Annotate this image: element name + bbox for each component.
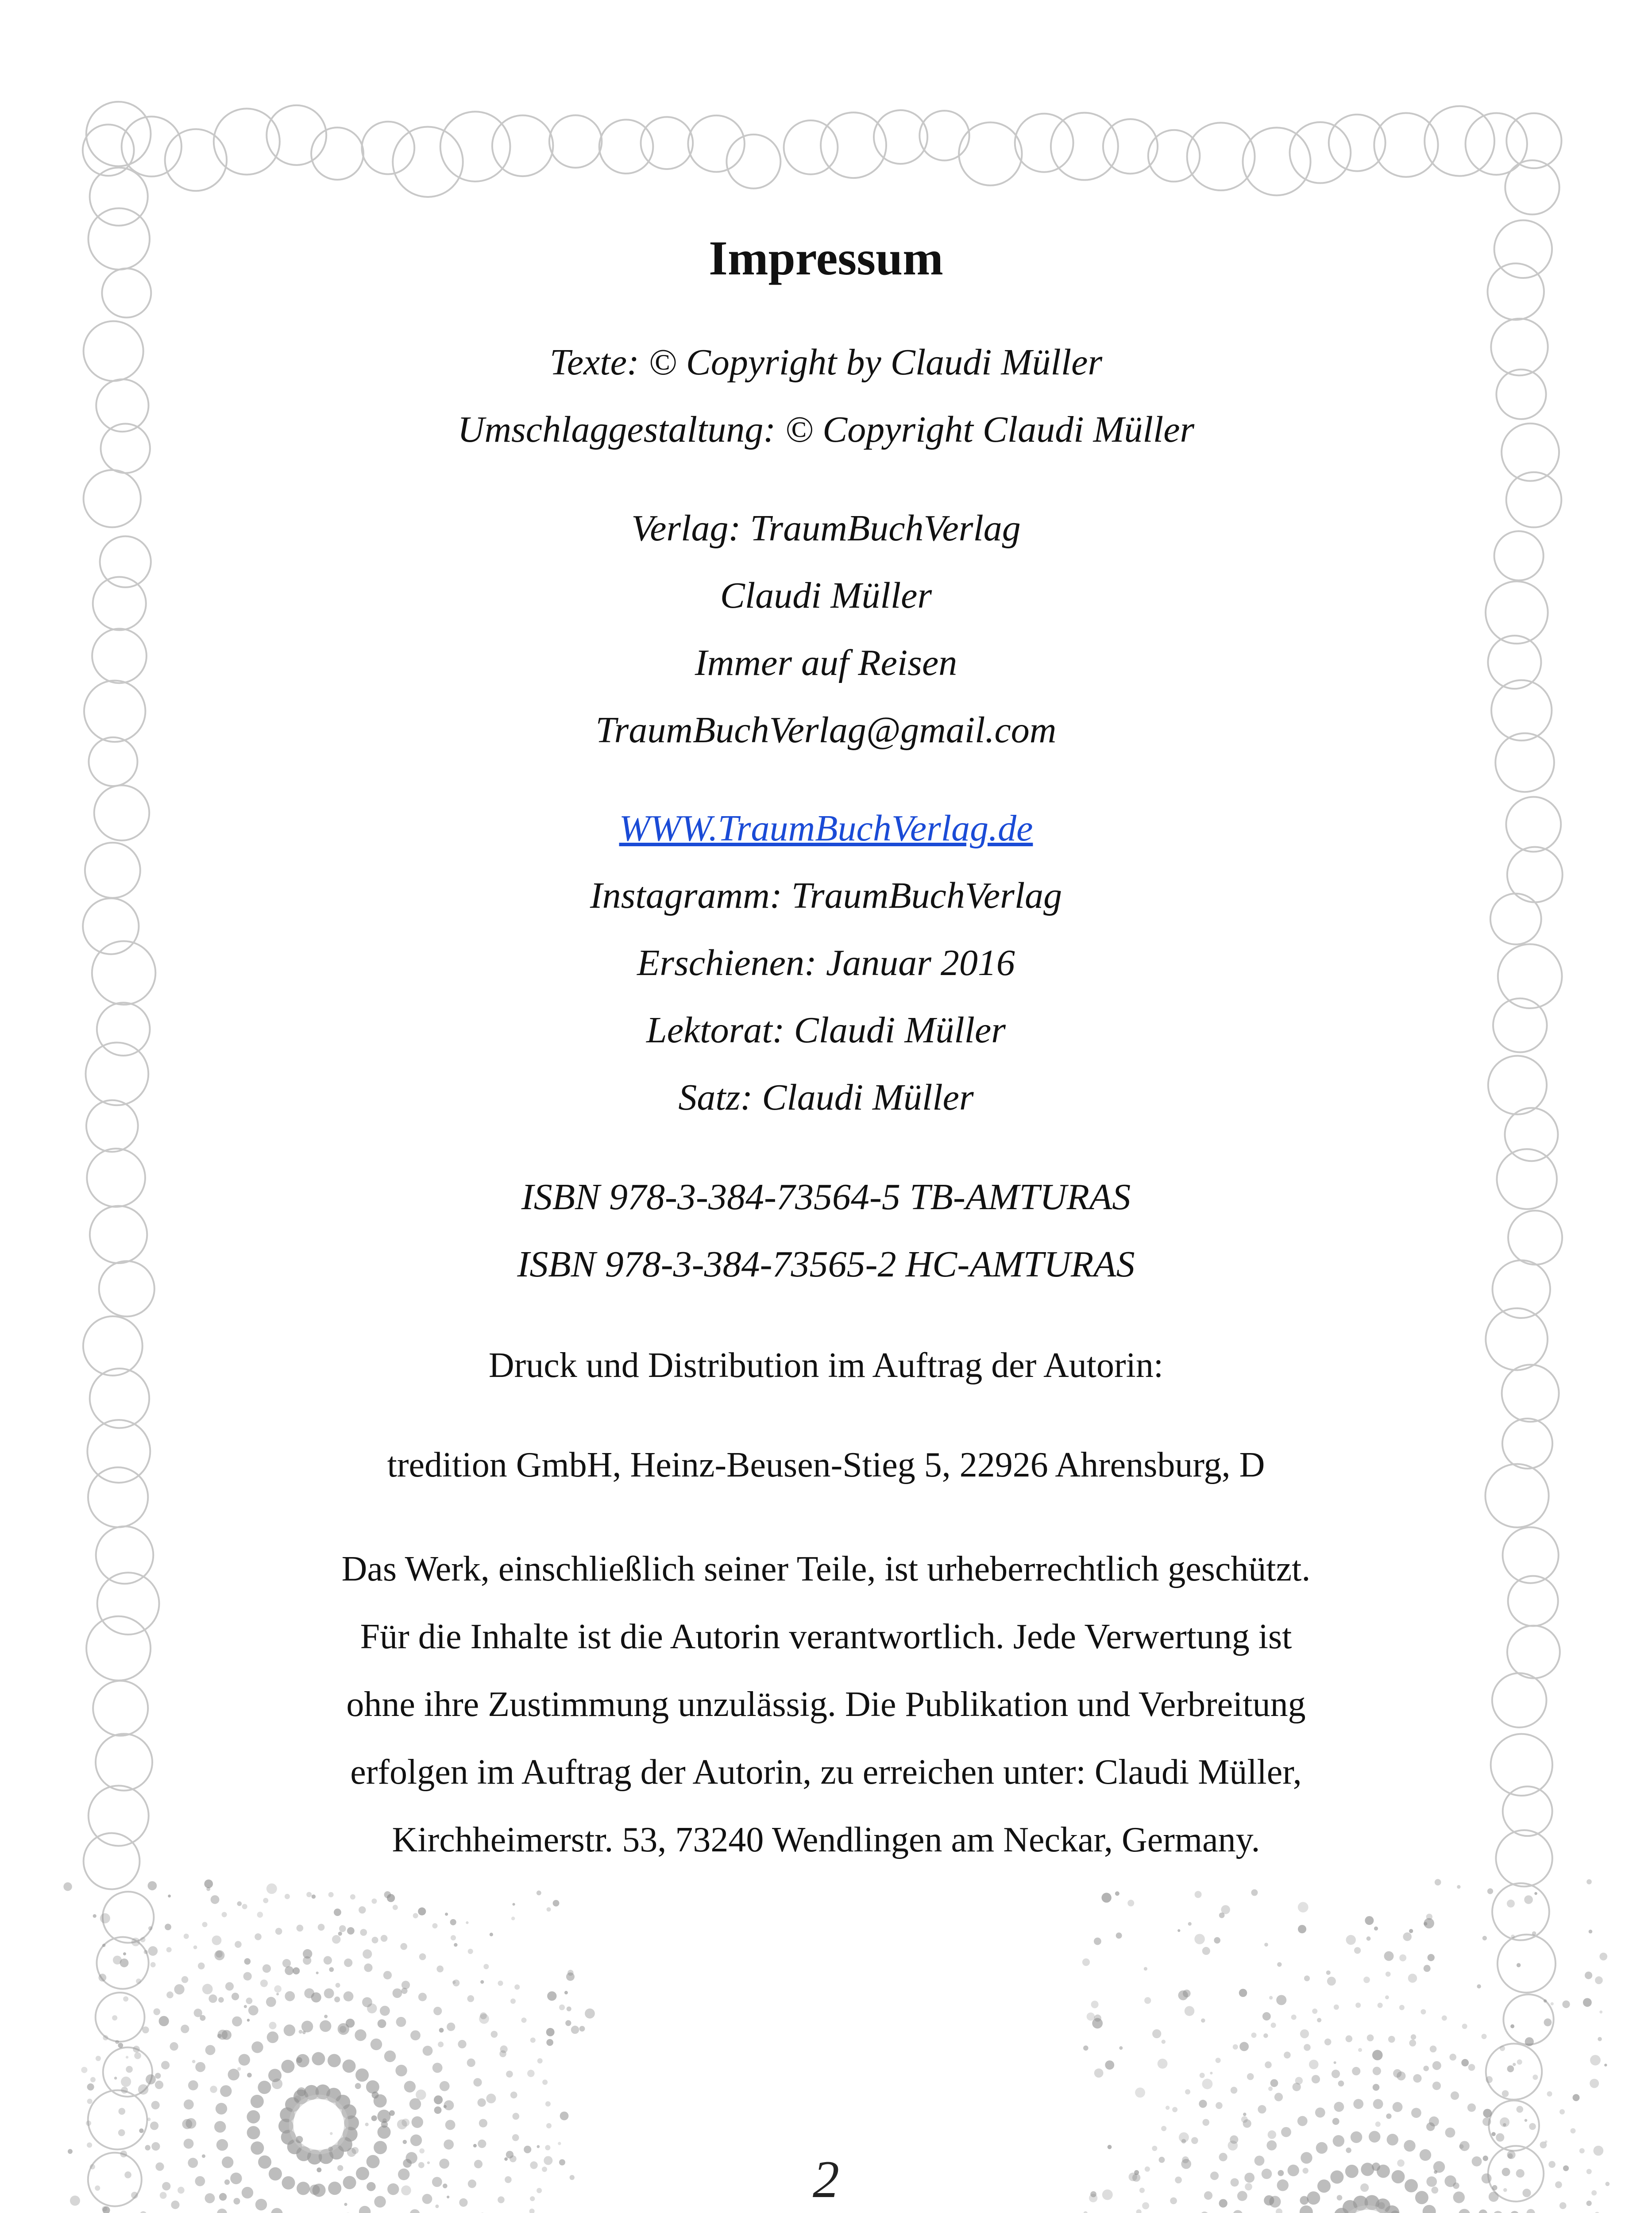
page-number: 2 [813, 2150, 839, 2209]
page-title: Impressum [709, 231, 943, 285]
lektorat-line: Lektorat: Claudi Müller [646, 1010, 1006, 1051]
isbn-tb: ISBN 978-3-384-73564-5 TB-AMTURAS [521, 1176, 1131, 1218]
satz-line: Satz: Claudi Müller [678, 1077, 974, 1118]
publisher-verlag: Verlag: TraumBuchVerlag [631, 508, 1021, 549]
druck-label: Druck und Distribution im Auftrag der Autorin: [488, 1346, 1164, 1385]
druck-company: tredition GmbH, Heinz-Beusen-Stieg 5, 22926 Ahrensburg, D [387, 1446, 1265, 1484]
publisher-address: Immer auf Reisen [695, 642, 957, 683]
notice-line: ohne ihre Zustimmung unzulässig. Die Publikation und Verbreitung [346, 1685, 1306, 1724]
website-link[interactable]: WWW.TraumBuchVerlag.de [619, 808, 1033, 849]
publisher-name: Claudi Müller [720, 575, 932, 616]
isbn-hc: ISBN 978-3-384-73565-2 HC-AMTURAS [517, 1244, 1135, 1285]
notice-line: Das Werk, einschließlich seiner Teile, ist urheberrechtlich geschützt. [341, 1550, 1311, 1588]
publisher-email: TraumBuchVerlag@gmail.com [595, 709, 1057, 751]
notice-line: Für die Inhalte ist die Autorin verantwortlich. Jede Verwertung ist [360, 1617, 1292, 1656]
copyright-texte: Texte: © Copyright by Claudi Müller [549, 342, 1103, 383]
notice-line: Kirchheimerstr. 53, 73240 Wendlingen am Neckar, Germany. [392, 1820, 1260, 1859]
erschienen-line: Erschienen: Januar 2016 [637, 942, 1015, 983]
copyright-umschlag: Umschlaggestaltung: © Copyright Claudi Müller [457, 409, 1195, 450]
instagram-line: Instagramm: TraumBuchVerlag [590, 875, 1062, 916]
notice-line: erfolgen im Auftrag der Autorin, zu erreichen unter: Claudi Müller, [350, 1753, 1302, 1792]
